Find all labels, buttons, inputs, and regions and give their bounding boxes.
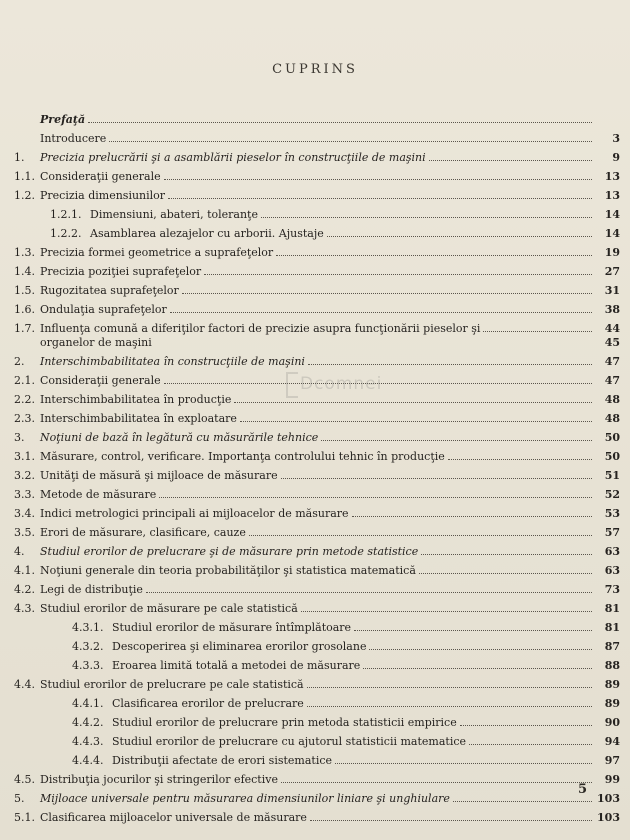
toc-entry (14, 603, 620, 615)
toc-entry-label (14, 717, 460, 729)
leader-dots (453, 801, 592, 802)
leader-dots (308, 364, 592, 365)
toc-entry-number: 2.3. (14, 412, 35, 425)
toc-entry (14, 228, 620, 240)
toc-entry-number: 5.1. (14, 811, 35, 824)
toc-entry (14, 190, 620, 202)
toc-entry-text: Distribuţia jocurilor şi stringerilor efective (40, 773, 278, 786)
toc-entry-text: Studiul erorilor de măsurare pe cale statistică (40, 602, 298, 615)
toc-page-number: 87 (604, 640, 620, 653)
toc-entry-number: 1.5. (14, 284, 35, 297)
toc-entry (14, 565, 620, 577)
toc-entry-label (14, 698, 307, 710)
toc-entry-label (14, 114, 88, 126)
toc-page-number: 90 (604, 716, 620, 729)
toc-entry-text: Influenţa comună a diferiţilor factori de precizie asupra funcţionării pieselor şi (40, 322, 481, 335)
toc-page-number: 63 (604, 564, 620, 577)
leader-dots (327, 236, 592, 237)
toc-entry (14, 641, 620, 653)
toc-page-number: 81 (604, 621, 620, 634)
toc-entry (14, 394, 620, 406)
leader-dots (261, 217, 592, 218)
toc-entry-text: Ondulaţia suprafeţelor (40, 303, 167, 316)
toc-entry-label (14, 641, 369, 653)
toc-entry-number: 5. (14, 792, 25, 805)
toc-page-number: 44 (604, 322, 620, 335)
leader-dots (109, 141, 592, 142)
toc-entry-number: 4.5. (14, 773, 35, 786)
toc-page-number: 31 (604, 284, 620, 297)
watermark-icon (286, 372, 298, 398)
toc-entry-number: 3.5. (14, 526, 35, 539)
toc-entry-label (14, 190, 168, 202)
leader-dots (88, 122, 592, 123)
toc-entry-text: Studiul erorilor de prelucrare cu ajutorul statisticii matematice (112, 735, 467, 748)
toc-entry-text: organelor de maşini (40, 336, 152, 349)
leader-dots (363, 668, 592, 669)
toc-entry-text: Indici metrologici principali ai mijloacelor de măsurare (40, 507, 349, 520)
toc-page-number: 48 (604, 393, 620, 406)
toc-entry-text: Studiul erorilor de prelucrare şi de măsurare prin metode statistice (40, 545, 419, 558)
toc-entry-label (14, 209, 261, 221)
toc-page-number: 103 (597, 792, 620, 805)
toc-entry-text: Precizia formei geometrice a suprafeţelor (40, 246, 274, 259)
toc-entry-text: Mijloace universale pentru măsurarea dimensiunilor liniare şi unghiulare (40, 792, 450, 805)
toc-page-number: 19 (604, 246, 620, 259)
toc-entry-number: 4.4.3. (72, 735, 104, 748)
toc-entry (14, 285, 620, 297)
toc-entry-text: Interschimbabilitatea în exploatare (40, 412, 237, 425)
toc-entry (14, 114, 620, 126)
leader-dots (168, 198, 592, 199)
leader-dots (310, 820, 592, 821)
toc-entry-label (14, 304, 170, 316)
toc-entry-text: Studiul erorilor de măsurare întîmplătoare (112, 621, 352, 634)
toc-entry-text: Noţiuni de bază în legătură cu măsurările tehnice (40, 431, 319, 444)
toc-entry-text: Studiul erorilor de prelucrare prin metoda statisticii empirice (112, 716, 457, 729)
toc-entry-label (14, 546, 421, 558)
toc-entry (14, 679, 620, 691)
toc-entry-label (14, 812, 310, 824)
toc-entry-text: Consideraţii generale (40, 170, 161, 183)
leader-dots (354, 630, 592, 631)
toc-page-number: 52 (604, 488, 620, 501)
toc-entry-label (14, 603, 301, 615)
toc-entry (14, 774, 620, 786)
toc-entry-number: 4.4.4. (72, 754, 104, 767)
toc-entry-text: Clasificarea erorilor de prelucrare (112, 697, 304, 710)
toc-entry-label (14, 736, 469, 748)
toc-entry-label (14, 508, 352, 520)
toc-entry-text: Dimensiuni, abateri, toleranţe (90, 208, 258, 221)
toc-page-number: 50 (604, 431, 620, 444)
toc-entry-label (14, 679, 307, 691)
toc-page-number: 53 (604, 507, 620, 520)
toc-entry-text: Interschimbabilitatea în construcţiile de maşini (40, 355, 305, 368)
toc-entry-label (14, 755, 335, 767)
toc-entry (14, 717, 620, 729)
toc-page-number: 57 (604, 526, 620, 539)
toc-page-number: 88 (604, 659, 620, 672)
toc-entry-number: 4.4.2. (72, 716, 104, 729)
toc-entry-number: 3.2. (14, 469, 35, 482)
toc-page-number: 89 (604, 678, 620, 691)
toc-entry-number: 1.4. (14, 265, 35, 278)
toc-entry-label (14, 375, 164, 387)
toc-entry-text: Metode de măsurare (40, 488, 157, 501)
toc-page-number: 3 (612, 132, 620, 145)
toc-entry-label (14, 527, 249, 539)
toc-entry (14, 152, 620, 164)
toc-entry-text: Asamblarea alezajelor cu arborii. Ajustaje (90, 227, 324, 240)
toc-entry (14, 432, 620, 444)
toc-entry-text: Noţiuni generale din teoria probabilităţilor şi statistica matematică (40, 564, 416, 577)
toc-entry-number: 4.3.3. (72, 659, 104, 672)
toc-entry (14, 413, 620, 425)
toc-entry-text: Legi de distribuţie (40, 583, 143, 596)
toc-page-number: 48 (604, 412, 620, 425)
toc-entry-number: 2.1. (14, 374, 35, 387)
toc-page-number: 27 (604, 265, 620, 278)
toc-entry-number: 1.2. (14, 189, 35, 202)
toc-entry-label (14, 266, 204, 278)
toc-entry (14, 527, 620, 539)
toc-entry-text: Erori de măsurare, clasificare, cauze (40, 526, 246, 539)
toc-entry-label (14, 470, 281, 482)
toc-entry-text: Rugozitatea suprafeţelor (40, 284, 179, 297)
toc-entry (14, 755, 620, 767)
toc-entry-label (14, 660, 363, 672)
toc-page-number: 73 (604, 583, 620, 596)
leader-dots (281, 782, 592, 783)
toc-entry-label (14, 152, 429, 164)
toc-entry (14, 508, 620, 520)
toc-entry (14, 266, 620, 278)
toc-entry (14, 489, 620, 501)
toc-entry-number: 4.4.1. (72, 697, 104, 710)
toc-entry-number: 4.4. (14, 678, 35, 691)
toc-page-number: 63 (604, 545, 620, 558)
toc-page-number: 45 (604, 336, 620, 349)
toc-entry-number: 3. (14, 431, 25, 444)
toc-entry (14, 584, 620, 596)
toc-entry-label (14, 247, 276, 259)
toc-entry (14, 793, 620, 805)
toc-entry-text: Prefaţă (40, 113, 86, 126)
toc-entry (14, 304, 620, 316)
toc-entry-label (14, 171, 164, 183)
leader-dots (276, 255, 592, 256)
toc-page-number: 14 (604, 227, 620, 240)
leader-dots (146, 592, 592, 593)
toc-entry (14, 660, 620, 672)
leader-dots (164, 179, 592, 180)
toc-entry (14, 451, 620, 463)
leader-dots (307, 706, 592, 707)
toc-entry (14, 323, 620, 335)
toc-entry-number: 1.2.1. (50, 208, 82, 221)
leader-dots (281, 478, 592, 479)
toc-entry (14, 470, 620, 482)
toc-entry-label (14, 432, 321, 444)
toc-entry (14, 622, 620, 634)
toc-entry-text: Precizia poziţiei suprafeţelor (40, 265, 202, 278)
toc-entry-number: 3.3. (14, 488, 35, 501)
toc-page-number: 47 (604, 355, 620, 368)
toc-entry-text: Introducere (40, 132, 107, 145)
toc-entry-label (14, 413, 240, 425)
toc-entry-label (14, 394, 234, 406)
leader-dots (448, 459, 592, 460)
toc-entry (14, 698, 620, 710)
toc-entry-text: Consideraţii generale (40, 374, 161, 387)
toc-entry (14, 546, 620, 558)
leader-dots (159, 497, 592, 498)
toc-entry-continuation (14, 337, 620, 349)
toc-page-number: 51 (604, 469, 620, 482)
toc-entry-label (14, 451, 448, 463)
toc-page-number: 13 (604, 189, 620, 202)
toc-entry-number: 4. (14, 545, 25, 558)
page-title: CUPRINS (272, 62, 358, 77)
toc-page-number: 94 (604, 735, 620, 748)
leader-dots (307, 687, 592, 688)
toc-entry-text: Eroarea limită totală a metodei de măsurare (112, 659, 361, 672)
toc-entry-label (14, 793, 453, 805)
toc-page-number: 14 (604, 208, 620, 221)
toc-page-number: 89 (604, 697, 620, 710)
toc-entry-text: Măsurare, control, verificare. Importanţa controlului tehnic în producţie (40, 450, 445, 463)
toc-entry-number: 1.2.2. (50, 227, 82, 240)
leader-dots (419, 573, 592, 574)
toc-entry-text: Distribuţii afectate de erori sistematice (112, 754, 333, 767)
leader-dots (249, 535, 592, 536)
leader-dots (421, 554, 592, 555)
toc-entry-label (14, 356, 308, 368)
toc-entry-number: 1.3. (14, 246, 35, 259)
leader-dots (460, 725, 592, 726)
leader-dots (335, 763, 592, 764)
page-number: 5 (578, 782, 588, 797)
toc-entry-number: 1. (14, 151, 25, 164)
toc-entry-number: 3.4. (14, 507, 35, 520)
toc-entry-number: 4.1. (14, 564, 35, 577)
toc-entry-text: Unităţi de măsură şi mijloace de măsurare (40, 469, 278, 482)
leader-dots (429, 160, 592, 161)
toc-entry-number: 1.7. (14, 322, 35, 335)
leader-dots (469, 744, 592, 745)
toc-page-number: 9 (612, 151, 620, 164)
leader-dots (240, 421, 592, 422)
table-of-contents (14, 114, 620, 831)
leader-dots (352, 516, 592, 517)
toc-page-number: 47 (604, 374, 620, 387)
toc-entry-label (14, 622, 354, 634)
toc-entry-text: Clasificarea mijloacelor universale de măsurare (40, 811, 307, 824)
toc-page-number: 13 (604, 170, 620, 183)
toc-entry-text: Studiul erorilor de prelucrare pe cale statistică (40, 678, 304, 691)
toc-entry (14, 171, 620, 183)
watermark: Dcomnei (300, 374, 383, 394)
toc-entry-label (14, 774, 281, 786)
toc-entry-text: Precizia prelucrării şi a asamblării pieselor în construcţiile de maşini (40, 151, 426, 164)
toc-entry-label (14, 489, 159, 501)
leader-dots (170, 312, 592, 313)
toc-page-number: 99 (604, 773, 620, 786)
toc-page-number: 81 (604, 602, 620, 615)
toc-entry-number: 2. (14, 355, 25, 368)
toc-entry-text: Precizia dimensiunilor (40, 189, 166, 202)
leader-dots (483, 331, 592, 332)
toc-entry-label (14, 323, 483, 335)
toc-entry-label (14, 133, 109, 145)
toc-entry-number: 4.3.1. (72, 621, 104, 634)
toc-entry (14, 209, 620, 221)
toc-entry-label (14, 565, 419, 577)
toc-page-number: 103 (597, 811, 620, 824)
toc-entry-number: 4.3.2. (72, 640, 104, 653)
toc-entry-label (14, 285, 182, 297)
toc-entry (14, 736, 620, 748)
toc-entry (14, 812, 620, 824)
toc-page-number: 50 (604, 450, 620, 463)
toc-entry-number: 4.3. (14, 602, 35, 615)
leader-dots (369, 649, 592, 650)
leader-dots (321, 440, 592, 441)
toc-entry-number: 3.1. (14, 450, 35, 463)
toc-entry-label (14, 584, 146, 596)
toc-entry (14, 133, 620, 145)
toc-entry-text: Interschimbabilitatea în producţie (40, 393, 232, 406)
toc-entry (14, 356, 620, 368)
leader-dots (204, 274, 592, 275)
toc-entry (14, 247, 620, 259)
toc-entry-label (14, 228, 327, 240)
toc-entry-number: 1.1. (14, 170, 35, 183)
leader-dots (182, 293, 592, 294)
leader-dots (301, 611, 592, 612)
toc-entry-text: Descoperirea şi eliminarea erorilor grosolane (112, 640, 367, 653)
toc-entry-number: 2.2. (14, 393, 35, 406)
toc-entry-number: 4.2. (14, 583, 35, 596)
toc-entry-number: 1.6. (14, 303, 35, 316)
leader-dots (234, 402, 592, 403)
toc-page-number: 97 (604, 754, 620, 767)
toc-page-number: 38 (604, 303, 620, 316)
